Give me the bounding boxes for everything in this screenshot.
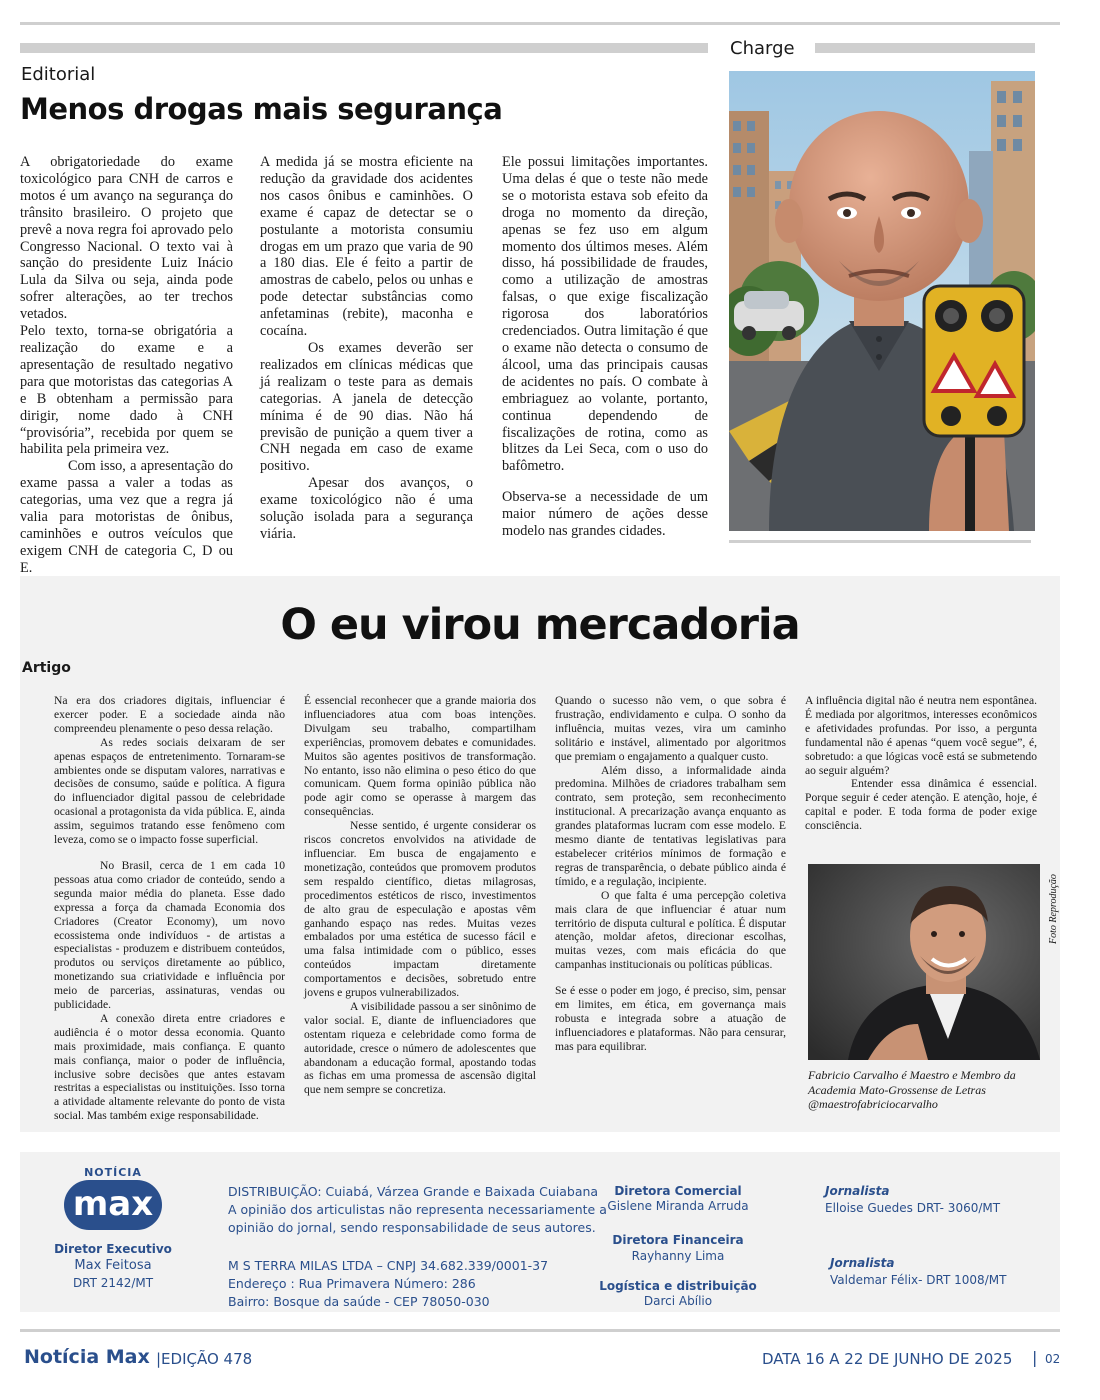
paragraph: Entender essa dinâmica é essencial. Porque seguir é ceder atenção. E atenção, hoje, é capital e poder. E toda forma de poder exige consciência. <box>805 777 1037 833</box>
bottom-rule <box>20 1329 1060 1332</box>
commercial-name: Gislene Miranda Arruda <box>607 1199 749 1213</box>
date-separator: | <box>1032 1348 1038 1367</box>
paragraph: Observa-se a necessidade de um maior número de ações desse modelo nas grandes cidades. <box>502 489 708 540</box>
editorial-title: Menos drogas mais segurança <box>20 92 503 126</box>
director-title: Diretor Executivo <box>54 1242 172 1256</box>
editorial-section-label: Editorial <box>21 64 96 85</box>
article-column-3 <box>555 694 786 1054</box>
financial-title: Diretora Financeira <box>612 1233 744 1247</box>
district-text: Bairro: Bosque da saúde - CEP 78050-030 <box>228 1294 490 1309</box>
paragraph: A medida já se mostra eficiente na redução da gravidade dos acidentes nos casos ônibus e caminhões. O exame é capaz de detectar se o postulante a motorista consumiu drogas em um prazo que varia de 90 a 180 dias. Ele é feito a partir de amostras de cabelo, pelos ou unhas e pode detectar substâncias como anfetaminas (rebite), maconha e cocaína. <box>260 154 473 340</box>
logo-top-text: NOTÍCIA <box>84 1166 142 1179</box>
journalist-2-title: Jornalista <box>830 1256 895 1270</box>
journalist-1-title: Jornalista <box>825 1184 890 1198</box>
charge-bottom-rule <box>729 540 1031 543</box>
paragraph: Os exames deverão ser realizados em clínicas médicas que já realizam o teste para as demais categorias. A janela de detecção mínima é de 90 dias. Não há previsão de punição a quem tiver a CNH negada em caso de exame positivo. <box>260 339 473 475</box>
paragraph: Nesse sentido, é urgente considerar os riscos concretos envolvidos na atividade de influenciar. Em busca de engajamento e monetização, conteúdos que promovem produtos sem respaldo científico, dietas milagrosas, procedimentos estéticos de risco, investimentos de alto grau de especulação e apostas vêm ganhando espaço nas redes. Muitas vezes embalados por uma estética de sucesso fácil e uma falsa intimidade com o público, esses conteúdos impactam diretamente comportamentos e decisões, sobretudo entre jovens e grupos vulnerabilizados. <box>304 819 536 1000</box>
company-text: M S TERRA MILAS LTDA – CNPJ 34.682.339/0001-37 <box>228 1258 549 1273</box>
article-column-4 <box>805 694 1037 833</box>
article-section-label: Artigo <box>22 660 71 676</box>
charge-illustration <box>729 71 1035 531</box>
distribution-text: DISTRIBUIÇÃO: Cuiabá, Várzea Grande e Baixada Cuiabana <box>228 1184 599 1199</box>
journalist-2-name: Valdemar Félix- DRT 1008/MT <box>830 1273 1007 1287</box>
author-portrait <box>808 864 1040 1060</box>
logistics-title: Logística e distribuição <box>599 1279 757 1293</box>
article-column-1 <box>54 694 285 1123</box>
author-photo <box>808 864 1040 1060</box>
editorial-column-1 <box>20 154 233 577</box>
paragraph: Na era dos criadores digitais, influenciar é exercer poder. E a sociedade ainda não compreendeu plenamente o peso dessa relação. <box>54 694 285 735</box>
director-name: Max Feitosa <box>74 1258 152 1273</box>
paragraph: A obrigatoriedade do exame toxicológico para CNH de carros e motos é um avanço na segurança do trânsito brasileiro. O projeto que prevê a nova regra foi aprovado pelo Congresso Nacional. O texto vai à sanção do presidente Luiz Inácio Lula da Silva ou seja, ainda pode sofrer alterações, ao ter trechos vetados. <box>20 154 233 323</box>
editorial-rule <box>20 43 708 53</box>
paragraph: No Brasil, cerca de 1 em cada 10 pessoas atua como criador de conteúdo, sendo a segunda maior média do planeta. Esse dado expressa a força da chamada Economia dos Criadores (Creator Economy), um novo ecossistema onde indivíduos - de artistas a especialistas - produzem e distribuem conteúdos, produtos ou serviços diretamente ao público, monetizando sua criatividade e influência por meio de parcerias, assinaturas, vendas ou publicidade. <box>54 858 285 1012</box>
disclaimer-line-1: A opinião dos articulistas não representa necessariamente a <box>228 1202 607 1217</box>
top-rule <box>20 22 1060 25</box>
paragraph: Além disso, a informalidade ainda predomina. Milhões de criadores trabalham sem contrato, sem proteção, sem reconhecimento institucional. A precarização avança enquanto as grandes plataformas lucram com esse modelo. E mesmo diante de tentativas legislativas para estabelecer critérios mínimos de formação e regras de transparência, o debate público ainda é tímido, e a regulação, incipiente. <box>555 763 786 888</box>
director-drt: DRT 2142/MT <box>72 1276 154 1290</box>
paragraph: A conexão direta entre criadores e audiência é o motor dessa economia. Quanto mais proximidade, mais confiança. E quanto mais confiança, maior o poder de influência, inclusive sobre decisões que antes estavam restritas a especialistas ou instituições. Isso torna a atividade altamente relevante do ponto de vista social. Mas também exige responsabilidade. <box>54 1011 285 1123</box>
commercial-title: Diretora Comercial <box>614 1184 742 1198</box>
paragraph: É essencial reconhecer que a grande maioria dos influenciadores atua com boas intenções. Divulgam seu trabalho, compartilham experiências, promovem debates e comunidades. Muitos são agentes positivos de transformação. No entanto, isso não elimina o peso ético do que comunicam. Quem forma opinião pública não pode agir como se operasse à margem das consequências. <box>304 694 536 819</box>
financial-name: Rayhanny Lima <box>631 1249 725 1263</box>
caricature-illustration <box>729 71 1035 531</box>
journalist-1-name: Elloise Guedes DRT- 3060/MT <box>825 1201 1001 1215</box>
editorial-column-2 <box>260 154 473 543</box>
logo-main-text: max <box>72 1184 154 1224</box>
address-text: Endereço : Rua Primavera Número: 286 <box>228 1276 476 1291</box>
noticia-max-logo <box>52 1166 174 1234</box>
brand-name: Notícia Max <box>24 1346 150 1368</box>
paragraph: Pelo texto, torna-se obrigatória a realização do exame e a apresentação de resultado negativo para que motoristas das categorias A e B obtenham a permissão para dirigir, nome dado à CNH “provisória”, recebida por quem se habilita pela primeira vez. <box>20 323 233 458</box>
disclaimer-line-2: opinião do jornal, sendo responsabilidade de seus autores. <box>228 1220 596 1235</box>
photo-credit: Foto Reprodução <box>1048 874 1059 944</box>
paragraph: As redes sociais deixaram de ser apenas espaços de entretenimento. Tornaram-se ambientes onde se disputam valores, narrativas e decisões de consumo, saúde e política. A figura do influenciador digital passou de celebridade ocasional a protagonista da vida pública. E, ainda assim, seguimos tratando esse fenômeno com leveza, como se o impacto fosse superficial. <box>54 735 285 847</box>
logistics-name: Darci Abílio <box>643 1294 713 1308</box>
paragraph: Com isso, a apresentação do exame passa a valer a todas as categorias, uma vez que a regra já valia para motoristas de ônibus, caminhões e outros veículos que exigem CNH de categoria C, D ou E. <box>20 458 233 576</box>
charge-section-label: Charge <box>730 38 795 59</box>
article-title: O eu virou mercadoria <box>280 600 800 650</box>
editorial-column-3 <box>502 154 708 540</box>
page-number: 02 <box>1045 1352 1061 1366</box>
paragraph: Apesar dos avanços, o exame toxicológico não é uma solução isolada para a segurança viária. <box>260 475 473 542</box>
paragraph: Quando o sucesso não vem, o que sobra é frustração, endividamento e culpa. O sonho da influência, muitas vezes, vira um caminho solitário e instável, alimentado por algoritmos que premiam o engajamento a qualquer custo. <box>555 694 786 763</box>
charge-rule <box>815 43 1035 53</box>
paragraph: A influência digital não é neutra nem espontânea. É mediada por algoritmos, interesses econômicos e afetividades profundas. Por isso, a pergunta fundamental não é apenas “quem você segue”, é, sobretudo: a que lógicas você está se submetendo ao seguir alguém? <box>805 694 1037 777</box>
paragraph: Se é esse o poder em jogo, é preciso, sim, pensar em limites, em ética, em governança mais robusta e integrada sobre a atuação de influenciadores e plataformas. Não para censurar, mas para equilibrar. <box>555 984 786 1053</box>
edition-number: |EDIÇÃO 478 <box>156 1350 253 1368</box>
paragraph: A visibilidade passou a ser sinônimo de valor social. E, diante de influenciadores que ostentam riqueza e celebridade como forma de autoridade, cresce o número de adolescentes que abandonam a educação formal, apostando todas as fichas em uma promessa de ascensão digital que nem sempre se concretiza. <box>304 999 536 1097</box>
paragraph: Ele possui limitações importantes. Uma delas é que o teste não mede se o motorista estava sob efeito da droga no momento da direção, apenas se fez uso em algum momento dos últimos meses. Além disso, há possibilidade de fraudes, como a utilização de amostras falsas, o que exige fiscalização rigorosa dos laboratórios credenciados. Outra limitação é que o exame não detecta o consumo de álcool, uma das principais causas de acidentes no país. O combate à embriaguez ao volante, portanto, continua dependendo de fiscalizações de rotina, como as blitzes da Lei Seca, com o uso do bafômetro. <box>502 154 708 475</box>
edition-date: DATA 16 A 22 DE JUNHO DE 2025 <box>762 1350 1013 1368</box>
author-caption: Fabricio Carvalho é Maestro e Membro da Academia Mato-Grossense de Letras @maestrofabriciocarvalho <box>808 1068 1016 1111</box>
article-column-2 <box>304 694 536 1097</box>
paragraph: O que falta é uma percepção coletiva mais clara de que influenciar é atuar num território de disputa cultural e política. É disputar atenção, moldar afetos, direcionar escolhas, muitas vezes, com mais eficácia do que campanhas institucionais ou políticas públicas. <box>555 888 786 972</box>
